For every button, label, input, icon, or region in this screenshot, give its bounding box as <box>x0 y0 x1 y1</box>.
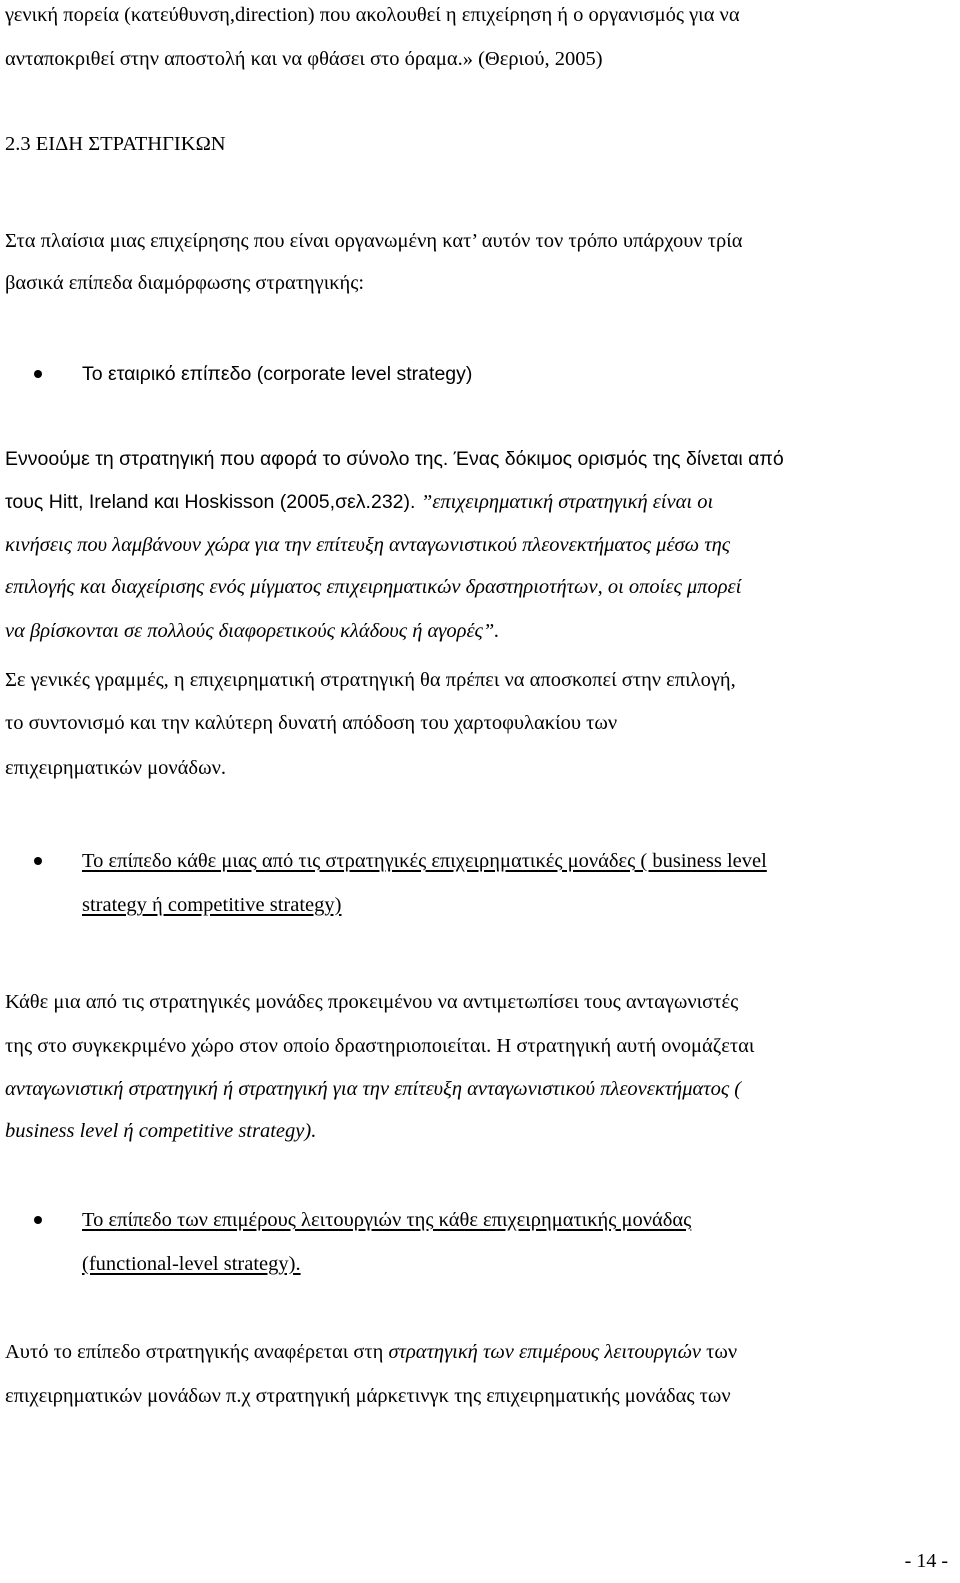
bullet-icon <box>34 857 42 865</box>
intro-line-2: ανταποκριθεί στην αποστολή και να φθάσει στο όραμα.» (Θεριού, 2005) <box>5 48 603 70</box>
paragraph-3-line-2: το συντονισμό και την καλύτερη δυνατή απόδοση του χαρτοφυλακίου των <box>5 712 618 734</box>
paragraph-4-line-4: business level ή competitive strategy). <box>5 1120 317 1142</box>
paragraph-4-line-3: ανταγωνιστική στρατηγική ή στρατηγική για την επίτευξη ανταγωνιστικού πλεονεκτήματος ( <box>5 1078 742 1100</box>
bullet-icon <box>34 370 42 378</box>
paragraph-2-line-5: να βρίσκονται σε πολλούς διαφορετικούς κλάδους ή αγορές”. <box>5 620 500 642</box>
page-number: - 14 - <box>904 1550 948 1572</box>
paragraph-4-line-1: Κάθε μια από τις στρατηγικές μονάδες προκειμένου να αντιμετωπίσει τους ανταγωνιστές <box>5 991 739 1013</box>
paragraph-4-line-2: της στο συγκεκριμένο χώρο στον οποίο δραστηριοποιείται. Η στρατηγική αυτή ονομάζεται <box>5 1035 755 1057</box>
paragraph-2-line-2 <box>5 489 713 515</box>
bullet-functional-level-line-2: (functional-level strategy). <box>82 1253 301 1275</box>
intro-line-1: γενική πορεία (κατεύθυνση,direction) που ακολουθεί η επιχείρηση ή ο οργανισμός για να <box>5 4 740 26</box>
paragraph-5-line-2: επιχειρηματικών μονάδων π.χ στρατηγική μάρκετινγκ της επιχειρηματικής μονάδας των <box>5 1385 731 1407</box>
section-heading: 2.3 ΕΙΔΗ ΣΤΡΑΤΗΓΙΚΩΝ <box>5 133 226 155</box>
paragraph-5-text-a: Αυτό το επίπεδο στρατηγικής αναφέρεται στη <box>5 1341 389 1363</box>
paragraph-1-line-2: βασικά επίπεδα διαμόρφωσης στρατηγικής: <box>5 272 365 294</box>
paragraph-2-line-3: κινήσεις που λαμβάνουν χώρα για την επίτευξη ανταγωνιστικού πλεονεκτήματος μέσω της <box>5 534 731 556</box>
paragraph-5-text-c: των <box>701 1341 738 1363</box>
paragraph-2-quote-start: ”επιχειρηματική στρατηγική είναι οι <box>420 491 714 513</box>
paragraph-2-line-1: Εννοούμε τη στρατηγική που αφορά το σύνολο της. Ένας δόκιμος ορισμός της δίνεται από <box>5 448 784 470</box>
paragraph-2-line-4: επιλογής και διαχείρισης ενός μίγματος επιχειρηματικών δραστηριοτήτων, οι οποίες μπορεί <box>5 576 742 598</box>
paragraph-5-line-1 <box>5 1339 737 1365</box>
bullet-functional-level-line-1: Το επίπεδο των επιμέρους λειτουργιών της κάθε επιχειρηματικής μονάδας <box>82 1209 692 1231</box>
bullet-business-level-line-2: strategy ή competitive strategy) <box>82 894 342 916</box>
paragraph-1-line-1: Στα πλαίσια μιας επιχείρησης που είναι οργανωμένη κατ’ αυτόν τον τρόπο υπάρχουν τρία <box>5 230 743 252</box>
paragraph-2-citation: τους Hitt, Ireland και Hoskisson (2005,σελ.232). <box>5 491 421 513</box>
paragraph-5-emphasis: στρατηγική των επιμέρους λειτουργιών <box>388 1341 702 1363</box>
bullet-icon <box>34 1216 42 1224</box>
bullet-corporate-level: Το εταιρικό επίπεδο (corporate level strategy) <box>82 363 473 385</box>
bullet-business-level-line-1: Το επίπεδο κάθε μιας από τις στρατηγικές επιχειρηματικές μονάδες ( business level <box>82 850 767 872</box>
paragraph-3-line-1: Σε γενικές γραμμές, η επιχειρηματική στρατηγική θα πρέπει να αποσκοπεί στην επιλογή, <box>5 669 736 691</box>
paragraph-3-line-3: επιχειρηματικών μονάδων. <box>5 757 226 779</box>
